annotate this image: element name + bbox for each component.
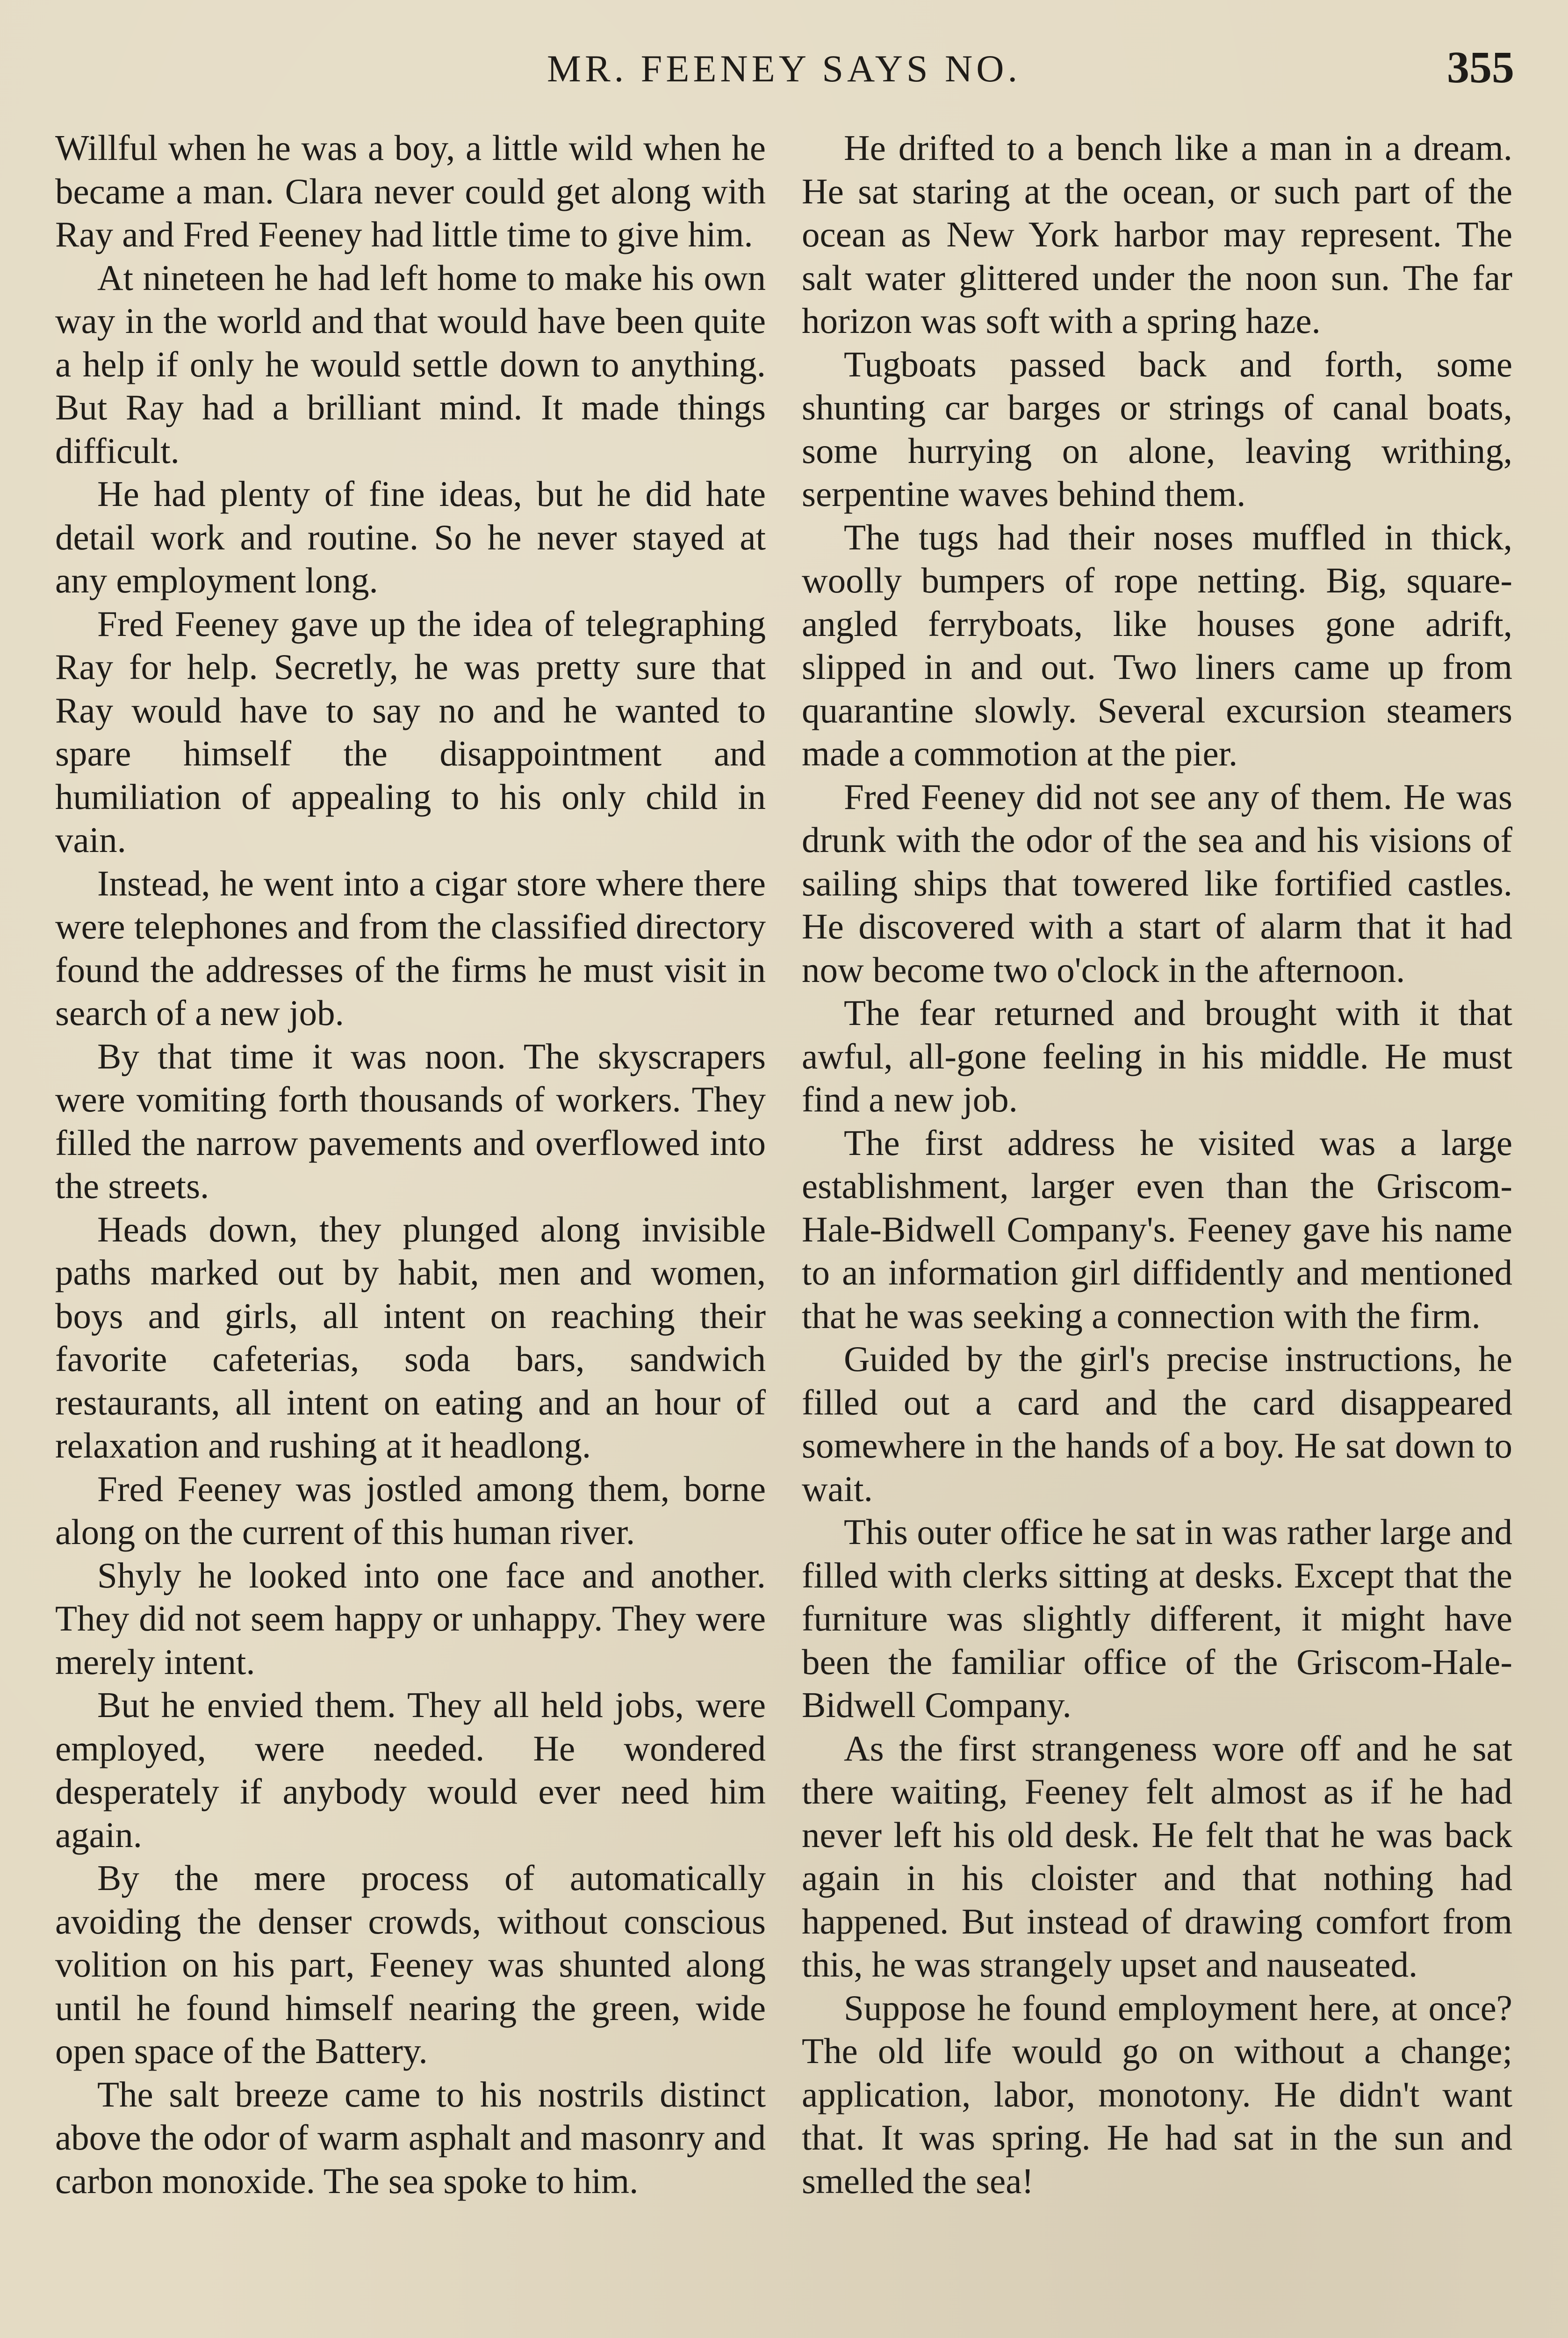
paragraph: He drifted to a bench like a man in a dream. He sat staring at the ocean, or such part of the ocean as New York harbor may represent. The salt water glittered under the noon sun. The far horizon was soft with a spring haze. <box>802 128 1512 341</box>
paragraph: Fred Feeney gave up the idea of telegraphing Ray for help. Secretly, he was pretty sure that Ray would have to say no and he wanted to spare himself the disappointment and humiliation of appealing to his only child in vain. <box>55 603 766 860</box>
paragraph: Fred Feeney was jostled among them, borne along on the current of this human river. <box>55 1468 766 1552</box>
paragraph: Fred Feeney did not see any of them. He was drunk with the odor of the sea and his visions of sailing ships that towered like fortified castles. He discovered with a start of alarm that it had now become two o'clock in the afternoon. <box>802 776 1512 990</box>
left-column <box>55 126 766 2202</box>
page-number: 355 <box>1447 42 1514 92</box>
paragraph: The fear returned and brought with it that awful, all-gone feeling in his middle. He must find a new job. <box>802 993 1512 1119</box>
paragraph: As the first strangeness wore off and he sat there waiting, Feeney felt almost as if he had never left his old desk. He felt that he was back again in his cloister and that nothing had happened. But instead of drawing comfort from this, he was strangely upset and nauseated. <box>802 1728 1512 1984</box>
paragraph: At nineteen he had left home to make his own way in the world and that would have been quite a help if only he would settle down to anything. But Ray had a brilliant mind. It made things difficult. <box>55 257 766 471</box>
paragraph: The tugs had their noses muffled in thick, woolly bumpers of rope netting. Big, square-angled ferryboats, like houses gone adrift, slipped in and out. Two liners came up from quarantine slowly. Several excursion steamers made a commotion at the pier. <box>802 517 1512 773</box>
paragraph: The first address he visited was a large establishment, larger even than the Griscom-Hale-Bidwell Company's. Feeney gave his name to an information girl diffidently and mentioned that he was seeking a connection with the firm. <box>802 1122 1512 1336</box>
paragraph: The salt breeze came to his nostrils distinct above the odor of warm asphalt and masonry and carbon monoxide. The sea spoke to him. <box>55 2074 766 2201</box>
paragraph: Tugboats passed back and forth, some shunting car barges or strings of canal boats, some hurrying on alone, leaving writhing, serpentine waves behind them. <box>802 344 1512 514</box>
paragraph: Instead, he went into a cigar store where there were telephones and from the classified directory found the addresses of the firms he must visit in search of a new job. <box>55 863 766 1033</box>
paragraph: By the mere process of automatically avoiding the denser crowds, without conscious volition on his part, Feeney was shunted along until he found himself nearing the green, wide open space of the Battery. <box>55 1858 766 2071</box>
right-column <box>802 126 1512 2202</box>
paragraph: But he envied them. They all held jobs, were employed, were needed. He wondered desperately if anybody would ever need him again. <box>55 1685 766 1855</box>
paragraph: Suppose he found employment here, at once? The old life would go on without a change; application, labor, monotony. He didn't want that. It was spring. He had sat in the sun and smelled the sea! <box>802 1987 1512 2201</box>
paragraph: Shyly he looked into one face and another. They did not seem happy or unhappy. They were merely intent. <box>55 1555 766 1682</box>
paragraph: By that time it was noon. The skyscrapers were vomiting forth thousands of workers. They filled the narrow pavements and overflowed into the streets. <box>55 1036 766 1206</box>
paragraph: Guided by the girl's precise instructions, he filled out a card and the card disappeared somewhere in the hands of a boy. He sat down to wait. <box>802 1339 1512 1509</box>
paragraph: He had plenty of fine ideas, but he did hate detail work and routine. So he never stayed at any employment long. <box>55 474 766 600</box>
running-title: MR. FEENEY SAYS NO. <box>547 47 1021 90</box>
paragraph: Heads down, they plunged along invisible paths marked out by habit, men and women, boys and girls, all intent on reaching their favorite cafeterias, soda bars, sandwich restaurants, all intent on eating and an hour of relaxation and rushing at it headlong. <box>55 1209 766 1465</box>
paragraph: This outer office he sat in was rather large and filled with clerks sitting at desks. Except that the furniture was slightly different, it might have been the familiar office of the Griscom-Hale-Bidwell Company. <box>802 1512 1512 1725</box>
paragraph: Willful when he was a boy, a little wild when he became a man. Clara never could get along with Ray and Fred Feeney had little time to give him. <box>55 128 766 254</box>
page-header <box>0 33 1568 103</box>
